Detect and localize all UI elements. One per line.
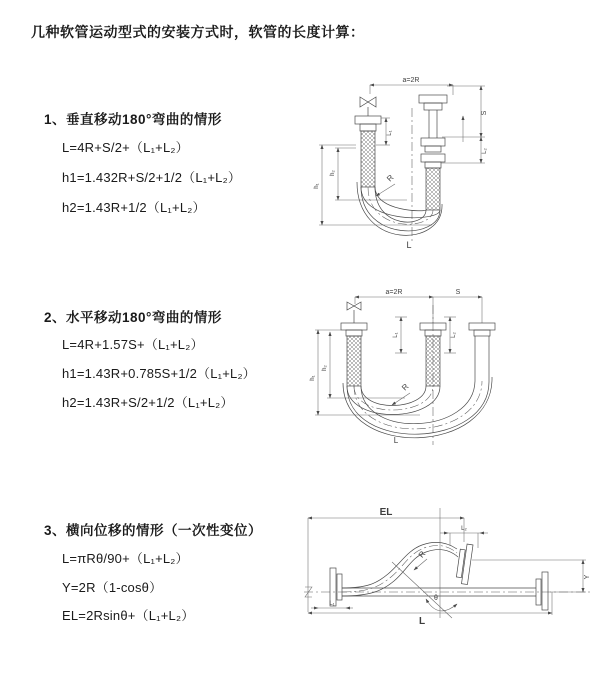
dim-label-h-inner: h₂ bbox=[322, 365, 328, 371]
dim-label-fit-right: L₂ bbox=[482, 148, 488, 154]
section-3-formula-Y: Y=2R（1-cosθ） bbox=[62, 580, 163, 595]
dim-label-radius: R bbox=[385, 173, 396, 184]
section-1-formula-h2: h2=1.43R+1/2（L₁+L₂） bbox=[62, 200, 206, 215]
dim-label-fit-right: L₂ bbox=[451, 332, 457, 338]
dim-label-h-outer: h₁ bbox=[314, 183, 320, 189]
radius-callout bbox=[392, 382, 411, 405]
dim-label-radius: R bbox=[400, 382, 411, 393]
dim-travel bbox=[441, 86, 488, 163]
dim-label-h-outer: h₁ bbox=[310, 375, 316, 381]
hose-original bbox=[342, 588, 536, 596]
dim-label-length: L bbox=[418, 616, 426, 627]
diagram-horizontal-travel-u-bend bbox=[310, 285, 588, 467]
displaced-flange bbox=[456, 543, 473, 584]
dim-label-travel: S bbox=[455, 289, 461, 296]
section-1-formula-L: L=4R+S/2+（L₁+L₂） bbox=[62, 140, 189, 155]
dim-offset bbox=[472, 560, 591, 592]
valve-icon bbox=[360, 97, 376, 116]
section-3-formula-L: L=πRθ/90+（L₁+L₂） bbox=[62, 551, 189, 566]
diagram-vertical-travel-u-bend bbox=[312, 72, 590, 254]
section-2-formula-h1: h1=1.43R+0.785S+1/2（L₁+L₂） bbox=[62, 366, 256, 381]
dim-fit-left bbox=[376, 118, 393, 145]
dim-label-fit-right: L₂ bbox=[461, 526, 467, 532]
radius-callout bbox=[376, 173, 396, 196]
right-fitting bbox=[419, 95, 447, 210]
hose-curves bbox=[343, 377, 492, 438]
dim-label-fit-left: L₁ bbox=[387, 130, 393, 136]
section-2-formula-L: L=4R+1.57S+（L₁+L₂） bbox=[62, 337, 204, 352]
section-3-heading: 3、横向位移的情形（一次性变位） bbox=[44, 523, 263, 538]
section-3-formula-EL: EL=2Rsinθ+（L₁+L₂） bbox=[62, 608, 195, 623]
dim-label-el: EL bbox=[379, 507, 393, 518]
dim-span-travel bbox=[355, 289, 482, 323]
valve-icon bbox=[347, 302, 361, 323]
right-fitting-moved bbox=[469, 323, 495, 381]
diagram-lateral-displacement bbox=[300, 500, 598, 662]
section-1-heading: 1、垂直移动180°弯曲的情形 bbox=[44, 112, 222, 127]
dim-label-travel: S bbox=[481, 110, 488, 116]
dim-fit-left bbox=[393, 317, 407, 353]
dim-span bbox=[370, 77, 453, 95]
right-flange bbox=[536, 572, 548, 610]
dim-label-radius: R bbox=[416, 549, 428, 560]
section-2-heading: 2、水平移动180°弯曲的情形 bbox=[44, 310, 222, 325]
page-title: 几种软管运动型式的安装方式时，软管的长度计算： bbox=[31, 24, 365, 40]
dim-label-span: a=2R bbox=[385, 289, 403, 296]
dim-label-length: L bbox=[406, 240, 412, 250]
dim-fit-right bbox=[444, 317, 457, 353]
dim-fit-left bbox=[311, 601, 353, 608]
section-1-formula-h1: h1=1.432R+S/2+1/2（L₁+L₂） bbox=[62, 170, 242, 185]
dim-label-fit-left: L₁ bbox=[329, 601, 335, 607]
left-fitting bbox=[355, 116, 381, 187]
left-fitting bbox=[341, 323, 367, 386]
section-2-formula-h2: h2=1.43R+S/2+1/2（L₁+L₂） bbox=[62, 395, 234, 410]
dim-label-offset: Y bbox=[584, 574, 591, 580]
dim-label-length: L bbox=[393, 436, 399, 445]
dim-label-h-inner: h₂ bbox=[330, 170, 336, 176]
dim-label-fit-left: L₁ bbox=[393, 332, 399, 338]
dim-label-angle: θ bbox=[434, 595, 438, 602]
dim-label-span: a=2R bbox=[402, 77, 420, 84]
angle-construction bbox=[392, 508, 457, 618]
